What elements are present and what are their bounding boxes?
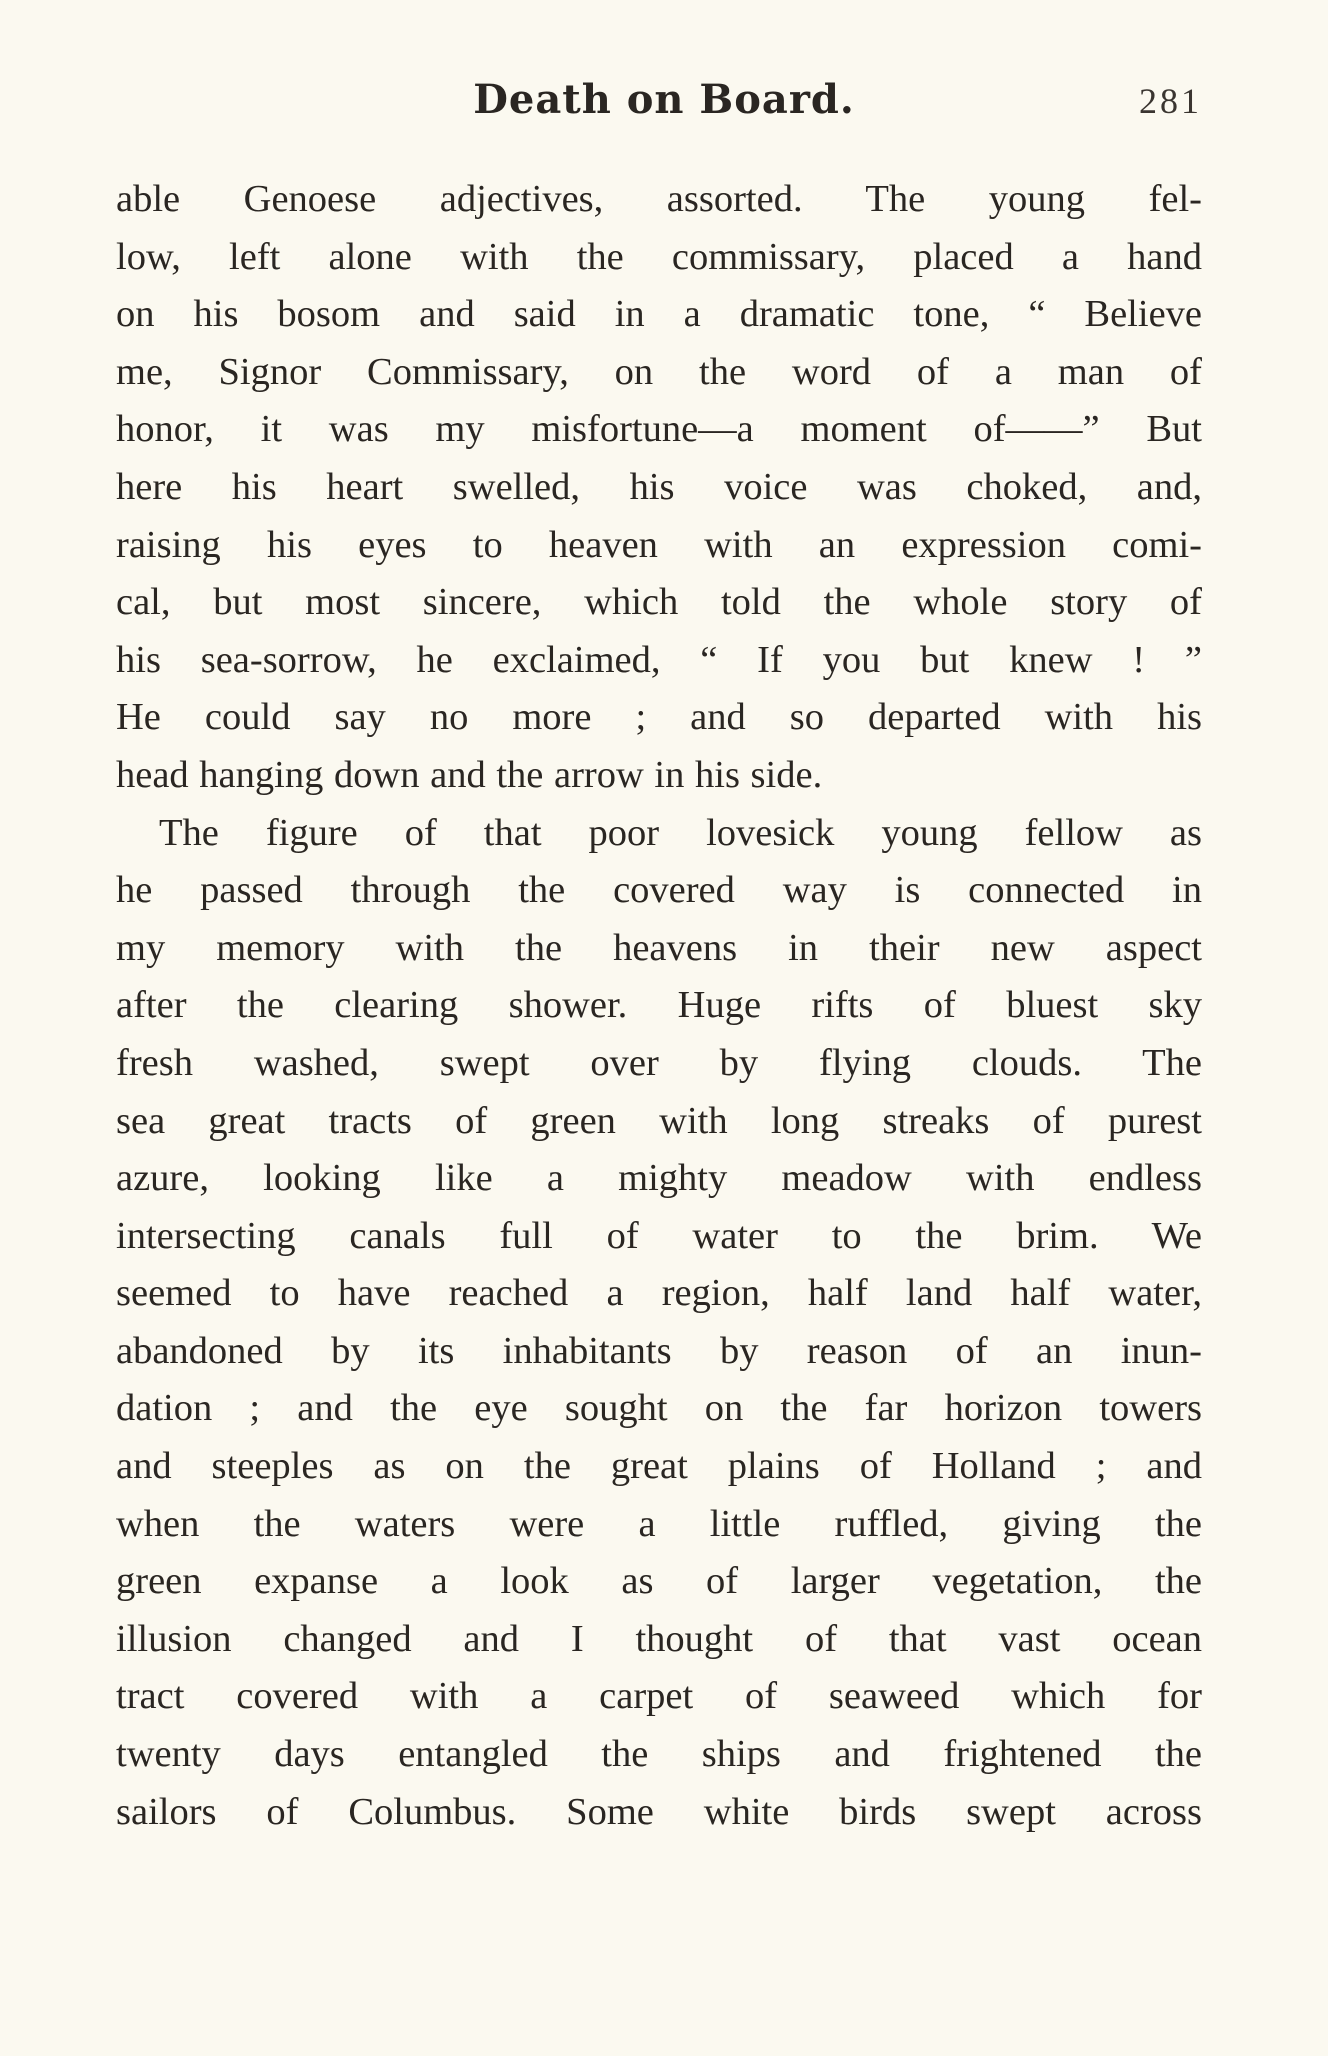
text-line: and steeples as on the great plains of Holland ; and [116,1445,1202,1488]
text-line: seemed to have reached a region, half land half water, [116,1272,1202,1315]
text-line: illusion changed and I thought of that vast ocean [116,1617,1202,1660]
text-line: when the waters were a little ruffled, giving the [116,1502,1202,1545]
text-line: honor, it was my misfortune—a moment of——” But [116,408,1202,451]
text-line: fresh washed, swept over by flying clouds. The [116,1041,1202,1084]
text-line: me, Signor Commissary, on the word of a man of [116,350,1202,393]
text-line: green expanse a look as of larger vegetation, the [116,1560,1202,1603]
running-title: Death on Board. [473,76,855,123]
text-line: after the clearing shower. Huge rifts of bluest sky [116,984,1202,1027]
text-line: dation ; and the eye sought on the far horizon towers [116,1387,1202,1430]
body-text [116,171,1202,1841]
text-line: The figure of that poor lovesick young fellow as [159,811,1202,854]
text-line: cal, but most sincere, which told the whole story of [116,581,1202,624]
running-head [0,72,1328,132]
text-line: able Genoese adjectives, assorted. The young fel- [116,178,1202,220]
text-line: sailors of Columbus. Some white birds swept across [116,1790,1202,1833]
text-line: intersecting canals full of water to the brim. We [116,1214,1202,1257]
text-line: my memory with the heavens in their new aspect [116,926,1202,969]
text-line: azure, looking like a mighty meadow with endless [116,1157,1202,1200]
text-line: twenty days entangled the ships and frightened the [116,1733,1202,1776]
text-line: low, left alone with the commissary, placed a hand [116,235,1202,278]
text-line: on his bosom and said in a dramatic tone, “ Believe [116,293,1202,336]
text-line: abandoned by its inhabitants by reason of an inun- [116,1329,1202,1372]
text-line: here his heart swelled, his voice was choked, and, [116,465,1202,508]
text-line: tract covered with a carpet of seaweed which for [116,1675,1202,1718]
text-line: He could say no more ; and so departed with his [116,696,1202,739]
text-line: sea great tracts of green with long streaks of purest [116,1099,1202,1142]
text-line: he passed through the covered way is connected in [116,869,1202,912]
text-line: head hanging down and the arrow in his side. [116,753,823,796]
text-line: raising his eyes to heaven with an expression comi- [116,523,1202,566]
page-number: 281 [1139,81,1202,121]
text-line: his sea-sorrow, he exclaimed, “ If you but knew ! ” [116,638,1202,681]
